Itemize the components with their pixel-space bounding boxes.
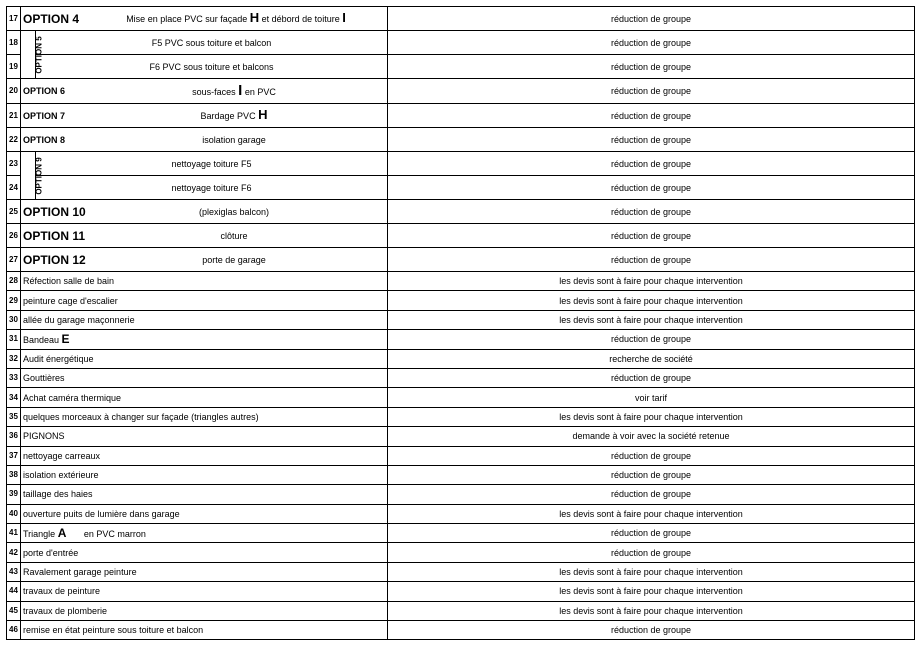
row-description <box>21 582 388 601</box>
row-number: 38 <box>7 465 21 484</box>
description-text: clôture <box>220 230 248 241</box>
row-number: 29 <box>7 291 21 310</box>
description-text: taillage des haies <box>23 489 93 500</box>
row-number: 32 <box>7 349 21 368</box>
option-label: OPTION 8 <box>23 134 66 145</box>
row-status: réduction de groupe <box>388 79 915 104</box>
description-text: allée du garage maçonnerie <box>23 314 135 325</box>
option-label: OPTION 11 <box>23 228 86 243</box>
row-number: 20 <box>7 79 21 104</box>
row-description <box>21 621 388 640</box>
row-status: réduction de groupe <box>388 465 915 484</box>
table-row <box>7 543 915 562</box>
row-number: 44 <box>7 582 21 601</box>
description-text: travaux de plomberie <box>23 605 108 616</box>
row-number: 22 <box>7 128 21 152</box>
row-number: 19 <box>7 55 21 79</box>
row-number: 24 <box>7 176 21 200</box>
row-description <box>21 504 388 523</box>
row-number: 46 <box>7 621 21 640</box>
table-row <box>7 31 915 55</box>
row-status: les devis sont à faire pour chaque intervention <box>388 562 915 581</box>
table-row <box>7 601 915 620</box>
description-text: porte d'entrée <box>23 547 79 558</box>
description-text: quelques morceaux à changer sur façade (triangles autres) <box>23 411 259 422</box>
row-status: demande à voir avec la société retenue <box>388 427 915 446</box>
row-description <box>21 200 388 224</box>
table-row <box>7 562 915 581</box>
table-row <box>7 485 915 504</box>
table-row <box>7 248 915 272</box>
row-status: réduction de groupe <box>388 248 915 272</box>
row-number: 37 <box>7 446 21 465</box>
table-row <box>7 128 915 152</box>
option-label: OPTION 4 <box>23 11 80 26</box>
table-row <box>7 504 915 523</box>
table-row <box>7 427 915 446</box>
table-row <box>7 224 915 248</box>
table-row <box>7 524 915 543</box>
row-number: 25 <box>7 200 21 224</box>
option-label: OPTION 6 <box>23 86 66 96</box>
table-row <box>7 582 915 601</box>
table-row <box>7 368 915 387</box>
row-status: réduction de groupe <box>388 224 915 248</box>
table-row <box>7 200 915 224</box>
row-description <box>21 224 388 248</box>
row-description <box>21 407 388 426</box>
option-label: OPTION 10 <box>23 204 86 219</box>
description-text: Gouttières <box>23 373 65 384</box>
description-text: Ravalement garage peinture <box>23 567 137 578</box>
row-description: F5 PVC sous toiture et balcon <box>36 31 388 55</box>
description-text: (plexiglas balcon) <box>198 206 270 217</box>
table-row <box>7 407 915 426</box>
row-description <box>21 485 388 504</box>
row-description: F6 PVC sous toiture et balcons <box>36 55 388 79</box>
row-description <box>21 601 388 620</box>
description-text: sous-faces <box>192 86 239 97</box>
row-description <box>21 272 388 291</box>
description-text: nettoyage carreaux <box>23 450 101 461</box>
description-text: isolation garage <box>202 134 266 145</box>
row-status: les devis sont à faire pour chaque intervention <box>388 601 915 620</box>
table-row <box>7 465 915 484</box>
table-row <box>7 79 915 104</box>
marker-letter: I <box>238 81 243 99</box>
row-status: les devis sont à faire pour chaque intervention <box>388 407 915 426</box>
interventions-section <box>7 272 915 640</box>
table-row <box>7 152 915 176</box>
row-status: réduction de groupe <box>388 176 915 200</box>
row-description <box>21 446 388 465</box>
row-status: réduction de groupe <box>388 368 915 387</box>
description-text: Réfection salle de bain <box>23 276 115 287</box>
row-description <box>21 248 388 272</box>
row-number: 27 <box>7 248 21 272</box>
table-row <box>7 446 915 465</box>
row-number: 17 <box>7 7 21 31</box>
marker-letter: A <box>57 525 67 540</box>
row-status: réduction de groupe <box>388 330 915 349</box>
row-description <box>21 388 388 407</box>
options-table-sheet <box>6 6 914 640</box>
table-row <box>7 330 915 349</box>
row-status: les devis sont à faire pour chaque intervention <box>388 504 915 523</box>
description-text: remise en état peinture sous toiture et balcon <box>23 625 204 636</box>
row-description <box>21 562 388 581</box>
description-text: Triangle <box>23 528 58 539</box>
row-status: réduction de groupe <box>388 128 915 152</box>
row-number: 35 <box>7 407 21 426</box>
row-status: réduction de groupe <box>388 31 915 55</box>
row-status: réduction de groupe <box>388 7 915 31</box>
description-text-2: en PVC <box>242 86 276 97</box>
description-text: Achat caméra thermique <box>23 392 122 403</box>
marker-letter: H <box>258 107 268 122</box>
row-status: réduction de groupe <box>388 621 915 640</box>
table-row <box>7 388 915 407</box>
description-text: peinture cage d'escalier <box>23 295 118 306</box>
table-row <box>7 291 915 310</box>
row-status: les devis sont à faire pour chaque intervention <box>388 272 915 291</box>
row-description <box>21 368 388 387</box>
row-number: 45 <box>7 601 21 620</box>
row-description <box>21 349 388 368</box>
row-description <box>21 7 388 31</box>
row-description <box>21 330 388 349</box>
description-text-2: en PVC marron <box>66 528 146 539</box>
option-label: OPTION 7 <box>23 110 66 121</box>
row-number: 40 <box>7 504 21 523</box>
table-row <box>7 621 915 640</box>
description-text: PIGNONS <box>23 431 65 442</box>
row-number: 18 <box>7 31 21 55</box>
row-number: 33 <box>7 368 21 387</box>
option-9-group-label: OPTION 9 <box>21 152 36 200</box>
table-row <box>7 104 915 128</box>
description-text: ouverture puits de lumière dans garage <box>23 508 180 519</box>
row-status: réduction de groupe <box>388 152 915 176</box>
row-description <box>21 291 388 310</box>
row-status: voir tarif <box>388 388 915 407</box>
row-status: réduction de groupe <box>388 524 915 543</box>
row-number: 39 <box>7 485 21 504</box>
table-row <box>7 272 915 291</box>
description-text: isolation extérieure <box>23 470 99 481</box>
marker-letter-2: I <box>342 10 346 25</box>
table-row <box>7 310 915 329</box>
row-status: réduction de groupe <box>388 104 915 128</box>
row-number: 30 <box>7 310 21 329</box>
table-row <box>7 7 915 31</box>
row-status: les devis sont à faire pour chaque intervention <box>388 582 915 601</box>
row-number: 28 <box>7 272 21 291</box>
description-text-2: et débord de toiture <box>259 14 343 24</box>
row-number: 31 <box>7 330 21 349</box>
description-text: Bardage PVC <box>200 111 259 121</box>
row-status: les devis sont à faire pour chaque intervention <box>388 310 915 329</box>
row-status: réduction de groupe <box>388 446 915 465</box>
row-number: 41 <box>7 524 21 543</box>
row-description <box>21 524 388 543</box>
row-status: réduction de groupe <box>388 543 915 562</box>
option-label: OPTION 12 <box>23 252 86 267</box>
row-description <box>21 104 388 128</box>
table-row <box>7 349 915 368</box>
row-status: réduction de groupe <box>388 200 915 224</box>
description-text: Bandeau <box>23 334 62 345</box>
row-status: les devis sont à faire pour chaque intervention <box>388 291 915 310</box>
description-text: porte de garage <box>202 254 266 265</box>
row-status: réduction de groupe <box>388 55 915 79</box>
row-number: 42 <box>7 543 21 562</box>
row-number: 43 <box>7 562 21 581</box>
description-text: Mise en place PVC sur façade <box>126 14 250 24</box>
row-description <box>21 79 388 104</box>
options-section <box>7 7 915 272</box>
option-5-group-label: OPTION 5 <box>21 31 36 79</box>
row-number: 21 <box>7 104 21 128</box>
row-description <box>21 310 388 329</box>
row-description <box>21 128 388 152</box>
options-table <box>6 6 915 640</box>
description-text: travaux de peinture <box>23 586 101 597</box>
table-row <box>7 176 915 200</box>
row-number: 23 <box>7 152 21 176</box>
row-status: recherche de société <box>388 349 915 368</box>
row-status: réduction de groupe <box>388 485 915 504</box>
row-description: nettoyage toiture F5 <box>36 152 388 176</box>
marker-letter: H <box>249 10 260 25</box>
row-description <box>21 543 388 562</box>
row-description: nettoyage toiture F6 <box>36 176 388 200</box>
row-number: 36 <box>7 427 21 446</box>
description-text: Audit énergétique <box>23 353 94 364</box>
table-row <box>7 55 915 79</box>
row-number: 26 <box>7 224 21 248</box>
marker-letter: E <box>61 331 70 346</box>
row-description <box>21 427 388 446</box>
row-number: 34 <box>7 388 21 407</box>
row-description <box>21 465 388 484</box>
